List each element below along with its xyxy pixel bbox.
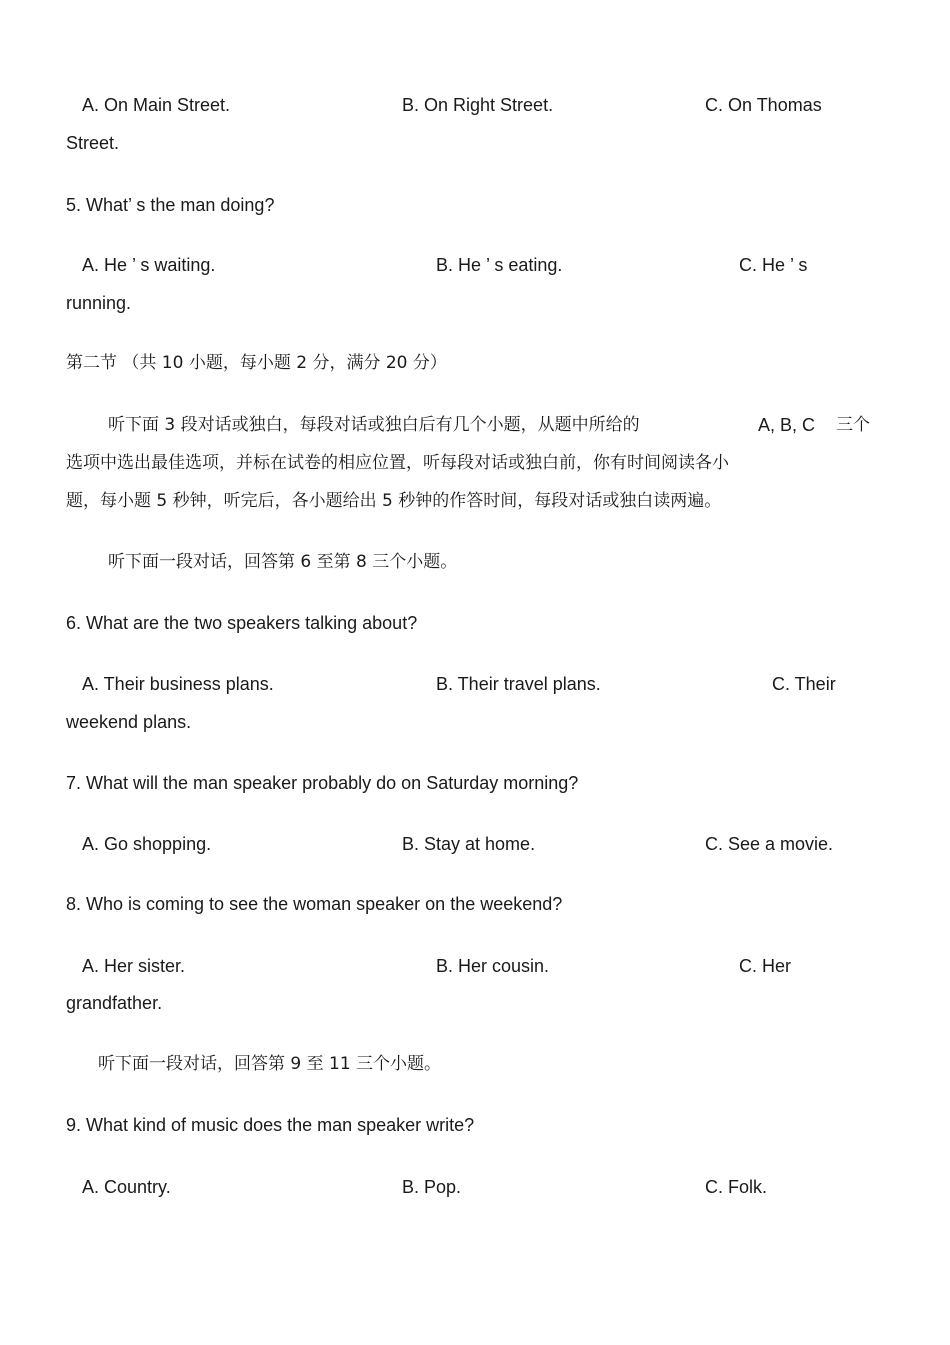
q7-stem: 7. What will the man speaker probably do on Saturday morning?	[66, 773, 579, 793]
q6-option-c: C. Their	[772, 674, 836, 694]
q5-option-b: B. He ’ s eating.	[436, 255, 563, 275]
q7-option-b: B. Stay at home.	[402, 834, 536, 854]
q4-option-c: C. On Thomas	[705, 95, 822, 115]
section2-instructions-line3: 题，每小题 5 秒钟，听完后，各小题给出 5 秒钟的作答时间，每段对话或独白读两遍。	[66, 491, 722, 511]
q8-option-a: A. Her sister.	[82, 956, 186, 976]
q6-option-a: A. Their business plans.	[82, 674, 274, 694]
q6-stem: 6. What are the two speakers talking about?	[66, 613, 418, 633]
dialogue-9-11-intro: 听下面一段对话，回答第 9 至 11 三个小题。	[98, 1054, 442, 1074]
q6-option-c-wrap: weekend plans.	[66, 712, 192, 732]
q9-option-c: C. Folk.	[705, 1177, 768, 1197]
q7-option-a: A. Go shopping.	[82, 834, 212, 854]
q9-stem: 9. What kind of music does the man speaker write?	[66, 1115, 475, 1135]
section2-instructions-line2: 选项中选出最佳选项，并标在试卷的相应位置，听每段对话或独白前，你有时间阅读各小	[66, 453, 729, 473]
q5-stem: 5. What’ s the man doing?	[66, 195, 275, 215]
q4-option-a: A. On Main Street.	[82, 95, 231, 115]
q7-option-c: C. See a movie.	[705, 834, 834, 854]
q9-option-a: A. Country.	[82, 1177, 171, 1197]
q8-option-b: B. Her cousin.	[436, 956, 550, 976]
dialogue-6-8-intro: 听下面一段对话，回答第 6 至第 8 三个小题。	[108, 552, 458, 572]
q9-option-b: B. Pop.	[402, 1177, 462, 1197]
q5-option-c-wrap: running.	[66, 293, 132, 313]
section2-heading: 第二节 （共 10 小题，每小题 2 分，满分 20 分）	[66, 353, 447, 373]
q4-option-c-wrap: Street.	[66, 133, 120, 153]
q8-option-c: C. Her	[739, 956, 792, 976]
section2-instructions-line1-end: 三个	[836, 415, 870, 435]
q8-option-c-wrap: grandfather.	[66, 993, 163, 1013]
q5-option-c: C. He ’ s	[739, 255, 808, 275]
q4-option-b: B. On Right Street.	[402, 95, 554, 115]
q6-option-b: B. Their travel plans.	[436, 674, 601, 694]
section2-instructions-options: A, B, C	[758, 415, 816, 435]
q5-option-a: A. He ’ s waiting.	[82, 255, 216, 275]
q8-stem: 8. Who is coming to see the woman speaker on the weekend?	[66, 894, 563, 914]
section2-instructions-line1: 听下面 3 段对话或独白，每段对话或独白后有几个小题，从题中所给的	[108, 415, 640, 435]
